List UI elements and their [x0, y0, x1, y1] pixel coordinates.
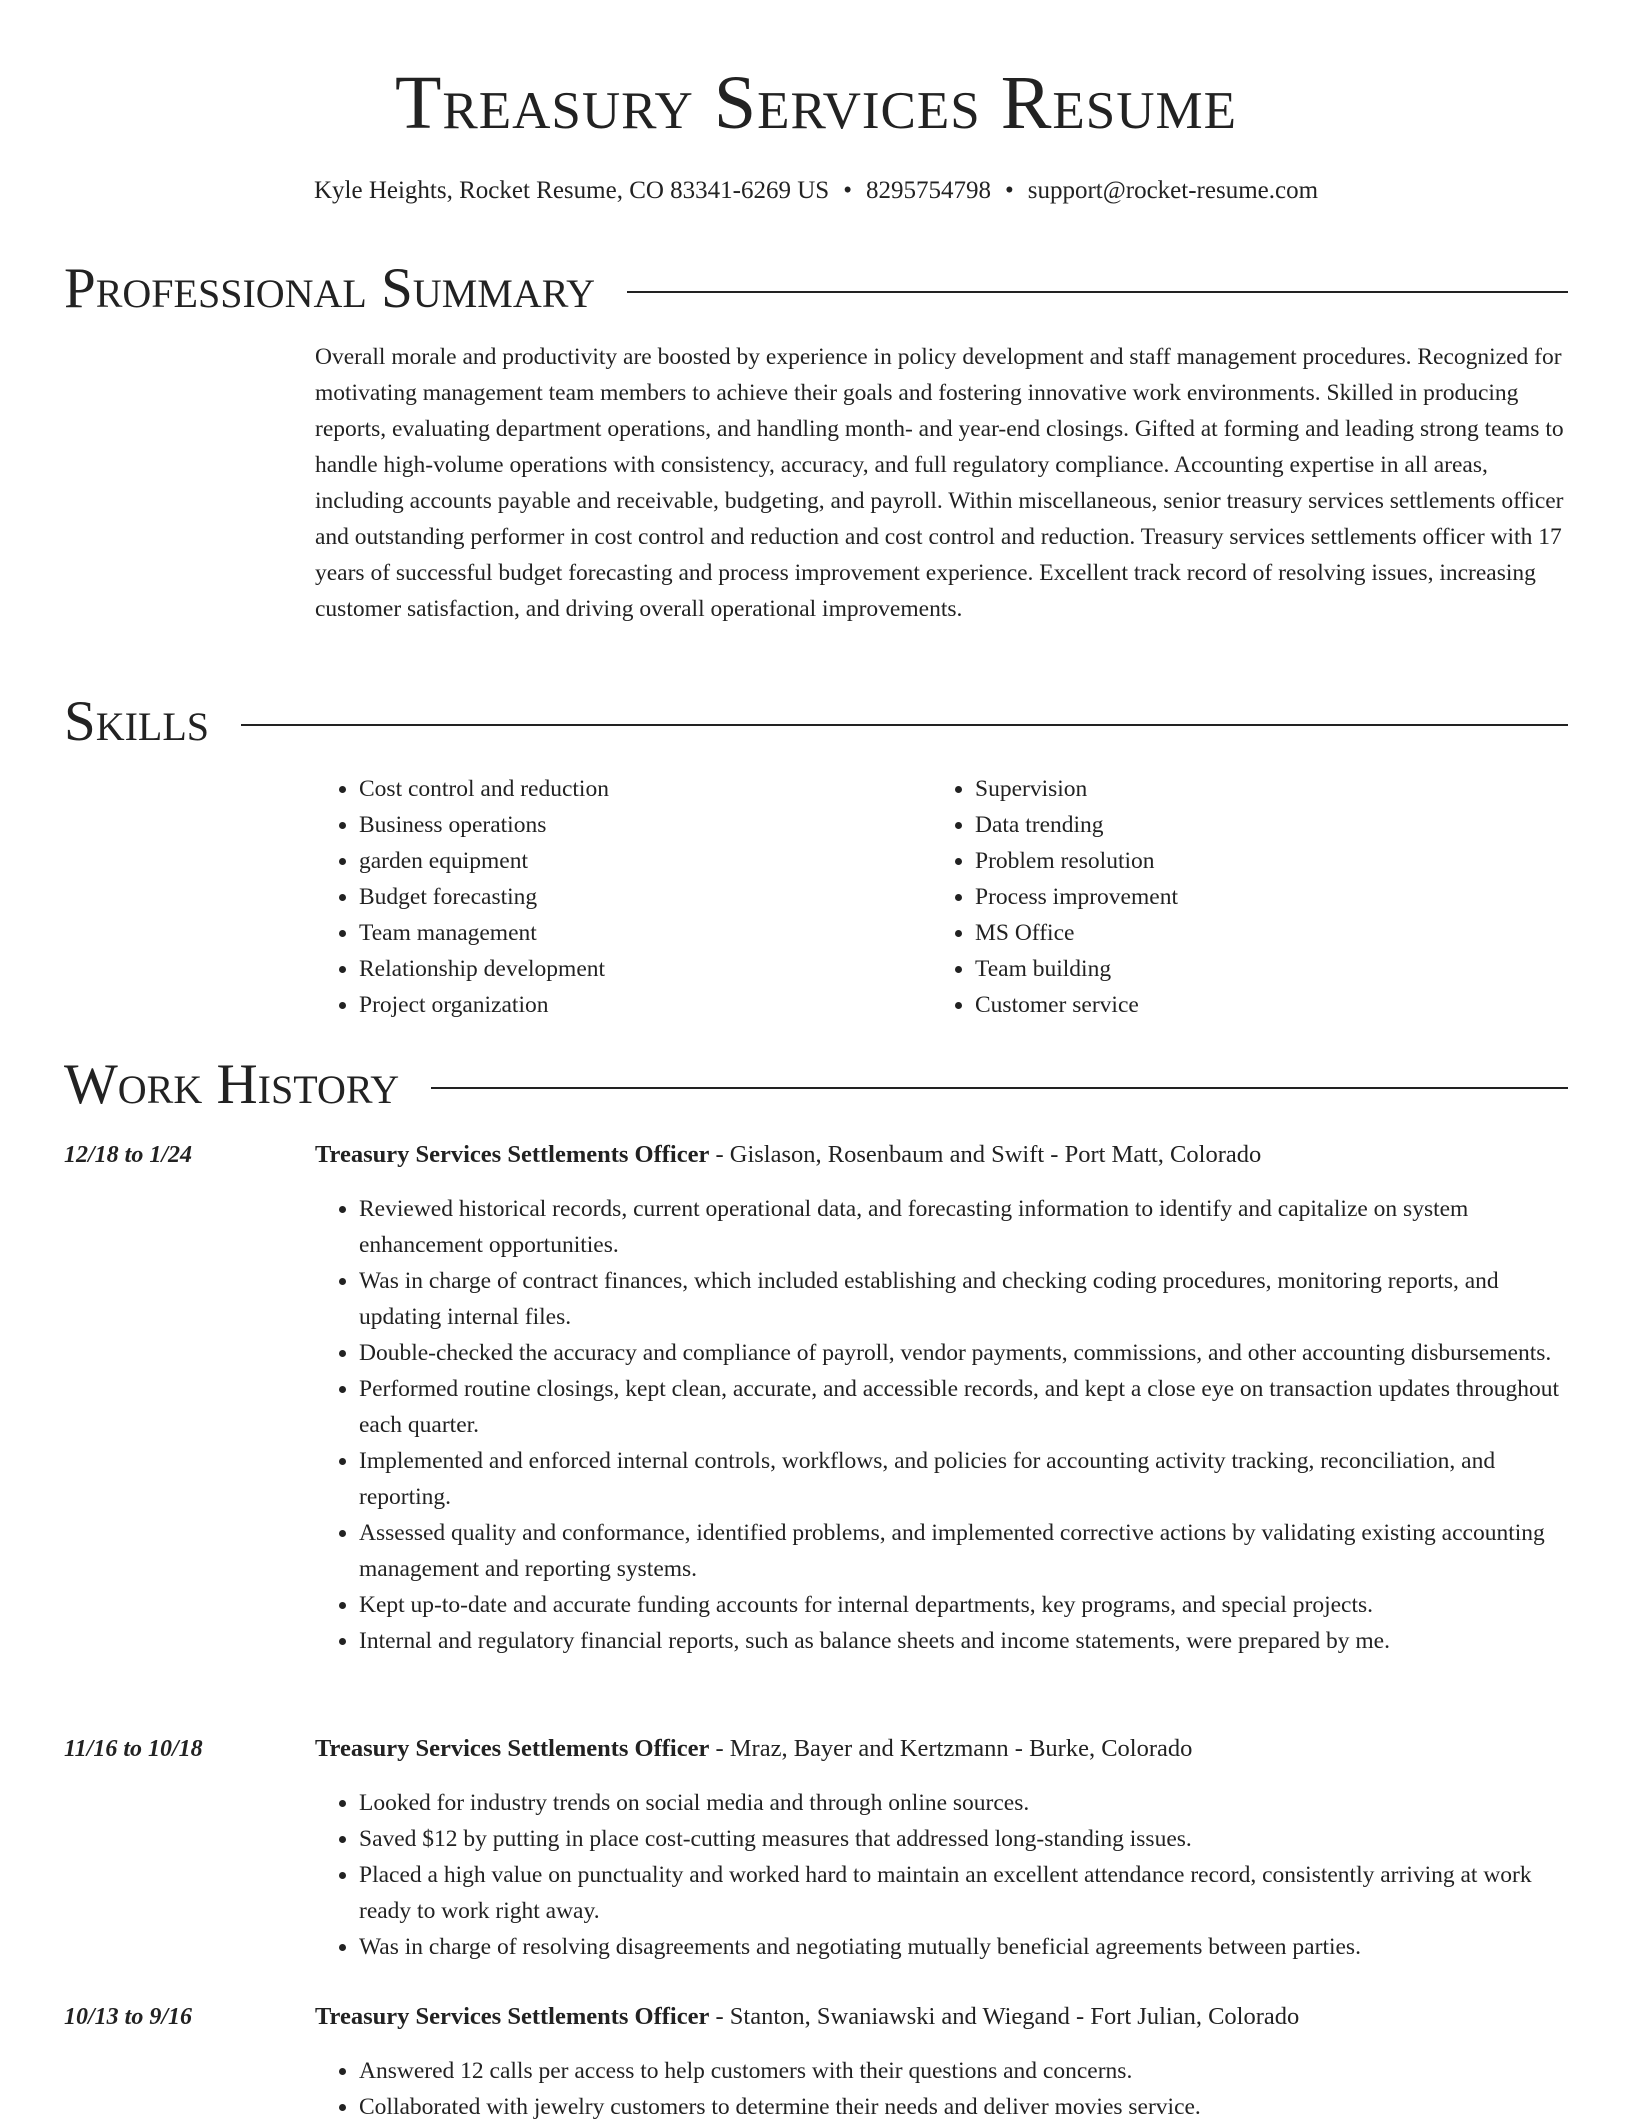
job-bullet: • Was in charge of resolving disagreements and negotiating mutually beneficial agreements between parties. — [359, 1929, 1567, 1965]
section-divider — [241, 724, 1568, 726]
skills-columns — [315, 771, 1567, 1023]
job-dates: 10/13 to 9/16 — [64, 2004, 193, 2030]
work-section-header — [64, 1052, 1568, 1118]
skill-item: • Business operations — [359, 807, 931, 843]
resume-title: Treasury Services Resume — [394, 61, 1238, 145]
job-role: Treasury Services Settlements Officer — [315, 1141, 710, 1168]
job-bullets — [315, 1785, 1567, 1965]
skill-item: • Cost control and reduction — [359, 771, 931, 807]
job-header — [315, 2000, 1567, 2034]
job-dates: 11/16 to 10/18 — [64, 1736, 203, 1762]
contact-line — [0, 174, 1632, 208]
contact-address: Kyle Heights, Rocket Resume, CO 83341-6269 US — [313, 177, 830, 204]
job-bullet: • Reviewed historical records, current operational data, and forecasting information to identify and capitalize on system enhancement opportunities. — [359, 1191, 1567, 1263]
job-bullet: • Performed routine closings, kept clean, accurate, and accessible records, and kept a close eye on transaction updates throughout each quarter. — [359, 1371, 1567, 1443]
skills-heading: Skills — [64, 690, 210, 753]
job-header — [315, 1138, 1567, 1172]
job-bullet: • Looked for industry trends on social media and through online sources. — [359, 1785, 1567, 1821]
job-dates: 12/18 to 1/24 — [64, 1142, 193, 1168]
job-company: - Gislason, Rosenbaum and Swift - Port Matt, Colorado — [709, 1141, 1262, 1168]
job-header — [315, 1732, 1567, 1766]
skill-item: • Budget forecasting — [359, 879, 931, 915]
contact-phone: 8295754798 — [865, 177, 991, 204]
job-company: - Mraz, Bayer and Kertzmann - Burke, Colorado — [709, 1735, 1193, 1762]
section-divider — [431, 1087, 1568, 1089]
skill-item: • Process improvement — [975, 879, 1547, 915]
skill-item: • MS Office — [975, 915, 1547, 951]
job-bullet: • Was in charge of contract finances, which included establishing and checking coding procedures, monitoring reports, and updating internal files. — [359, 1263, 1567, 1335]
job-bullet: • Double-checked the accuracy and compliance of payroll, vendor payments, commissions, and other accounting disbursements. — [359, 1335, 1567, 1371]
skills-list-left — [315, 771, 931, 1023]
work-heading: Work History — [64, 1053, 400, 1116]
job-bullet: • Implemented and enforced internal controls, workflows, and policies for accounting activity tracking, reconciliation, and reporting. — [359, 1443, 1567, 1515]
job-company: - Stanton, Swaniawski and Wiegand - Fort Julian, Colorado — [709, 2003, 1300, 2030]
contact-email: support@rocket-resume.com — [1027, 177, 1319, 204]
skill-item: • Team building — [975, 951, 1547, 987]
job-bullet: • Collaborated with jewelry customers to determine their needs and deliver movies service. — [359, 2089, 1567, 2125]
job-bullet: • Saved $12 by putting in place cost-cutting measures that addressed long-standing issues. — [359, 1821, 1567, 1857]
skill-item: • garden equipment — [359, 843, 931, 879]
job-bullet: • Placed a high value on punctuality and worked hard to maintain an excellent attendance record, consistently arriving at work ready to work right away. — [359, 1857, 1567, 1929]
contact-separator: • — [843, 177, 852, 204]
job-role: Treasury Services Settlements Officer — [315, 1735, 710, 1762]
summary-section-header — [64, 256, 1568, 322]
job-role: Treasury Services Settlements Officer — [315, 2003, 710, 2030]
job-bullet: • Answered 12 calls per access to help customers with their questions and concerns. — [359, 2053, 1567, 2089]
summary-heading: Professional Summary — [64, 257, 596, 320]
job-bullet: • Kept up-to-date and accurate funding accounts for internal departments, key programs, and special projects. — [359, 1587, 1567, 1623]
job-bullet: • Assessed quality and conformance, identified problems, and implemented corrective actions by validating existing accounting management and reporting systems. — [359, 1515, 1567, 1587]
skill-item: • Project organization — [359, 987, 931, 1023]
skills-list-right — [931, 771, 1547, 1023]
skill-item: • Problem resolution — [975, 843, 1547, 879]
skill-item: • Customer service — [975, 987, 1547, 1023]
summary-text: Overall morale and productivity are boosted by experience in policy development and staff management procedures. Recognized for motivating management team members to achieve their goals and fostering innovative work environments. Skilled in producing reports, evaluating department operations, and handling month- and year-end closings. Gifted at forming and leading strong teams to handle high-volume operations with consistency, accuracy, and full regulatory compliance. Accounting expertise in all areas, including accounts payable and receivable, budgeting, and payroll. Within miscellaneous, senior treasury services settlements officer and outstanding performer in cost control and reduction and cost control and reduction. Treasury services settlements officer with 17 years of successful budget forecasting and process improvement experience. Excellent track record of resolving issues, increasing customer satisfaction, and driving overall operational improvements. — [315, 344, 1564, 622]
skill-item: • Relationship development — [359, 951, 931, 987]
skill-item: • Data trending — [975, 807, 1547, 843]
job-bullet: • Internal and regulatory financial reports, such as balance sheets and income statements, were prepared by me. — [359, 1623, 1567, 1659]
section-divider — [627, 291, 1568, 293]
job-bullets — [315, 2053, 1567, 2125]
skill-item: • Team management — [359, 915, 931, 951]
job-bullets — [315, 1191, 1567, 1659]
skills-section-header — [64, 689, 1568, 755]
contact-separator: • — [1004, 177, 1014, 204]
skill-item: • Supervision — [975, 771, 1547, 807]
